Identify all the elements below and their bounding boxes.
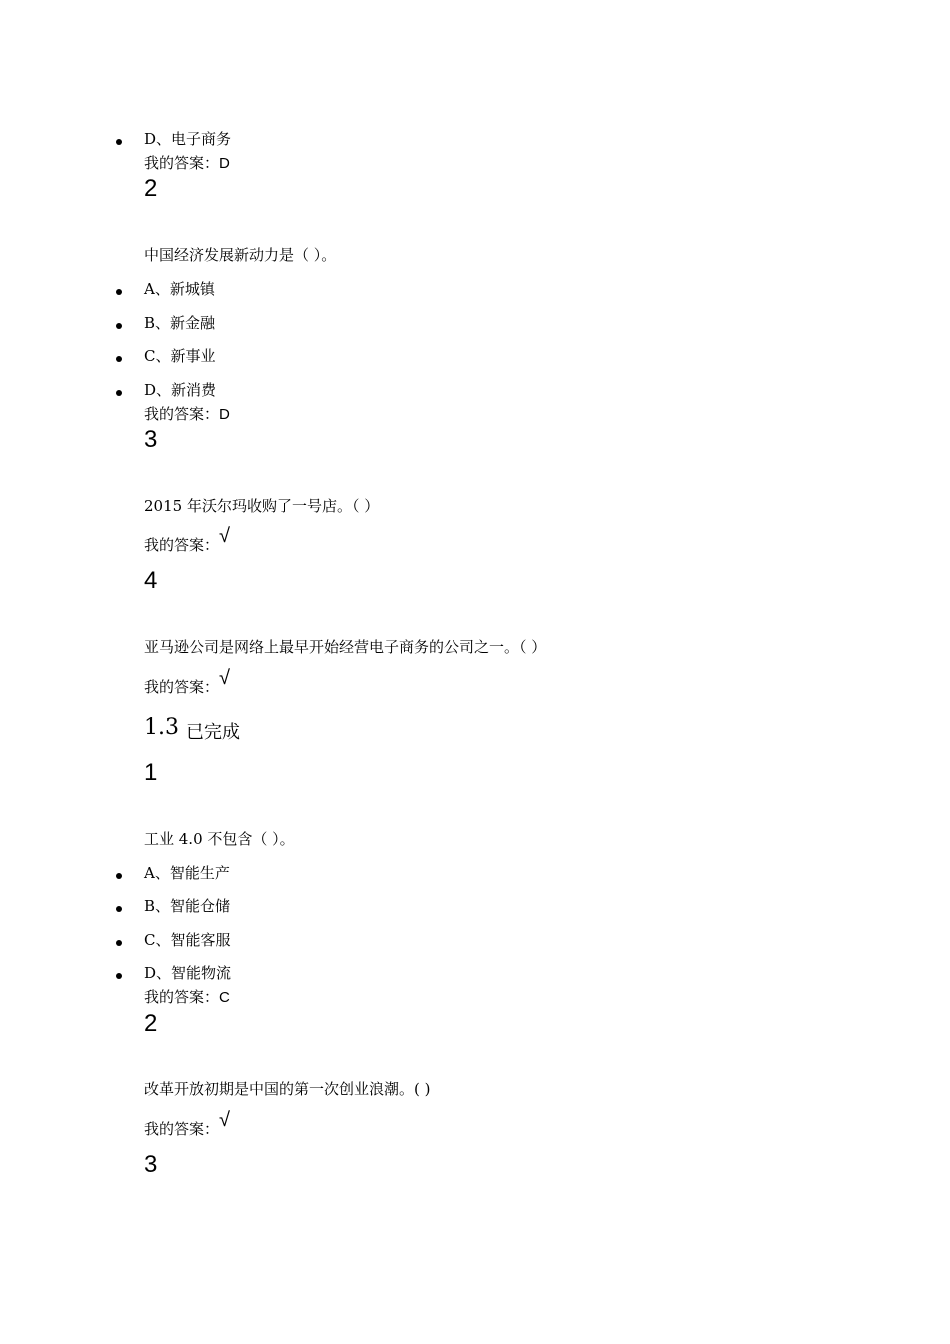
list-bullet (116, 906, 122, 912)
my-answer (144, 667, 230, 698)
option-a: A、新城镇 (144, 280, 215, 298)
list-bullet (116, 289, 122, 295)
question-number: 3 (144, 426, 158, 453)
option-c: C、智能客服 (144, 931, 231, 949)
checkmark-icon: √ (219, 525, 230, 547)
question-text: 2015 年沃尔玛收购了一号店。（ ） (144, 497, 380, 515)
option-d: D、新消费 (144, 381, 217, 399)
question-number: 2 (144, 1010, 158, 1037)
question-text: 中国经济发展新动力是（ ）。 (144, 246, 337, 264)
answer-value: C (219, 989, 230, 1006)
question-number: 3 (144, 1151, 158, 1178)
checkmark-icon: √ (219, 667, 230, 689)
list-bullet (116, 390, 122, 396)
list-bullet (116, 356, 122, 362)
list-bullet (116, 973, 122, 979)
option-d: D、电子商务 (144, 130, 232, 148)
my-answer (144, 403, 230, 424)
list-bullet (116, 873, 122, 879)
answer-label: 我的答案： (144, 988, 220, 1006)
option-d: D、智能物流 (144, 964, 232, 982)
answer-label: 我的答案： (144, 536, 220, 554)
option-a: A、智能生产 (144, 864, 230, 882)
question-text: 工业 4.0 不包含（ ）。 (144, 830, 295, 848)
answer-value: D (219, 155, 230, 172)
question-text: 改革开放初期是中国的第一次创业浪潮。( ) (144, 1080, 431, 1098)
question-number: 1 (144, 759, 158, 786)
list-bullet (116, 139, 122, 145)
answer-value: D (219, 406, 230, 423)
question-text: 亚马逊公司是网络上最早开始经营电子商务的公司之一。（ ） (144, 638, 547, 656)
section-number: 1.3 (144, 715, 179, 740)
answer-label: 我的答案： (144, 678, 220, 696)
my-answer (144, 525, 230, 556)
list-bullet (116, 940, 122, 946)
option-b: B、智能仓储 (144, 897, 231, 915)
answer-label: 我的答案： (144, 154, 220, 172)
question-number: 4 (144, 567, 158, 594)
my-answer (144, 152, 230, 173)
my-answer (144, 1109, 230, 1140)
option-c: C、新事业 (144, 347, 216, 365)
answer-label: 我的答案： (144, 405, 220, 423)
my-answer (144, 986, 230, 1007)
answer-label: 我的答案： (144, 1120, 220, 1138)
section-status: 已完成 (186, 722, 240, 743)
option-b: B、新金融 (144, 314, 216, 332)
list-bullet (116, 323, 122, 329)
section-heading (144, 714, 240, 743)
checkmark-icon: √ (219, 1109, 230, 1131)
question-number: 2 (144, 175, 158, 202)
